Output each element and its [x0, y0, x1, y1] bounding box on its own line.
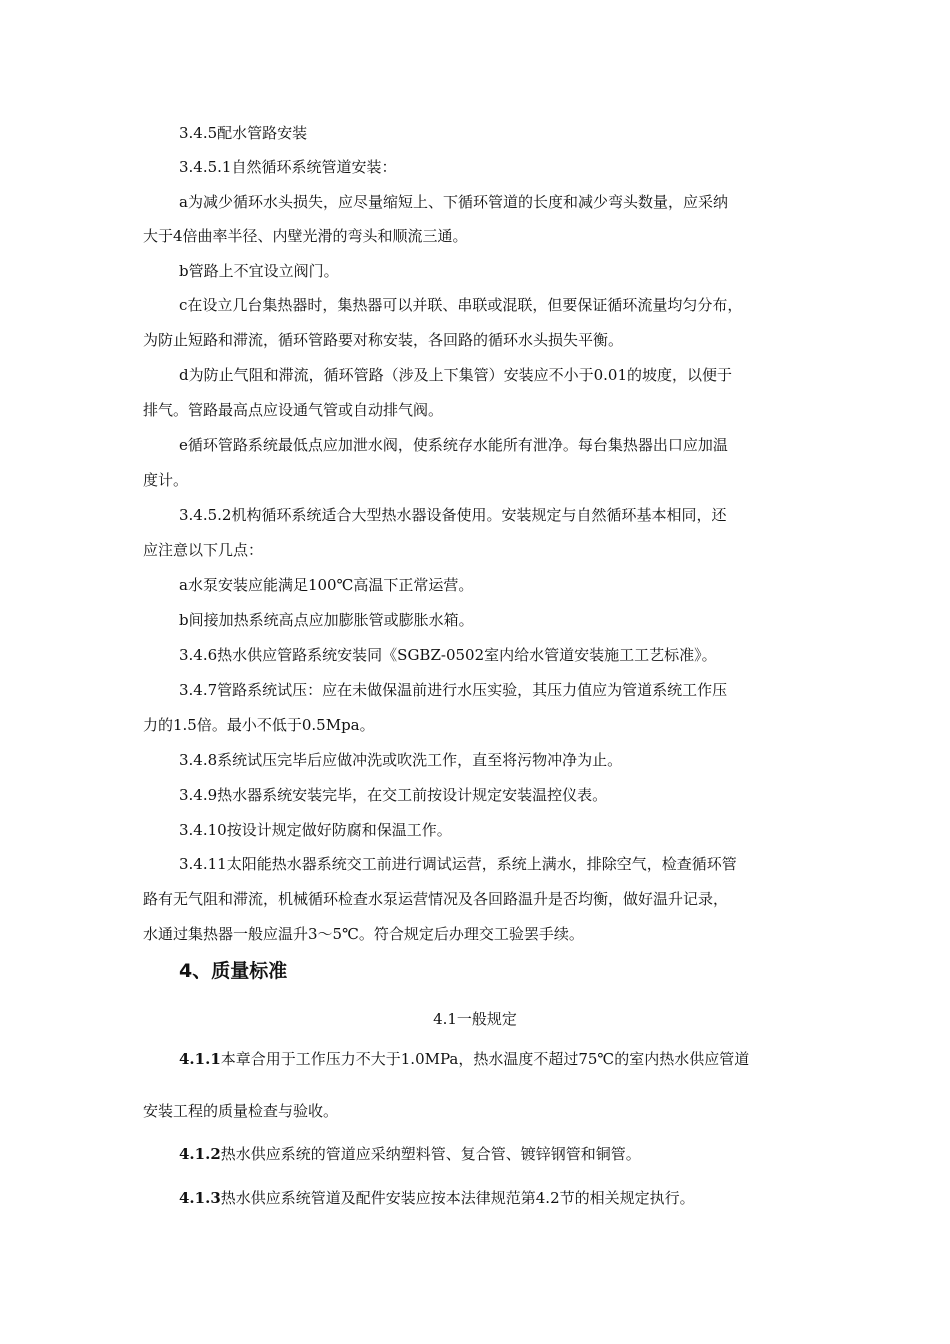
paragraph-b: b管路上不宜设立阀门。 [179, 262, 339, 280]
section-3-4-5-2-line2: 应注意以下几点： [143, 541, 264, 559]
rule-4-1-1-line1 [179, 1047, 859, 1071]
section-3-4-10: 3.4.10按设计规定做好防腐和保温工作。 [179, 821, 452, 839]
section-3-4-11-line2: 路有无气阻和滞流，机械循环检查水泵运营情况及各回路温升是否均衡，做好温升记录， [143, 890, 729, 908]
rule-4-1-1-text: 本章合用于工作压力不大于1.0MPa，热水温度不超过75℃的室内热水供应管道 [220, 1050, 750, 1068]
section-3-4-11-line1: 3.4.11太阳能热水器系统交工前进行调试运营，系统上满水，排除空气，检查循环管 [179, 855, 737, 873]
paragraph-d-line1: d为防止气阻和滞流，循环管路（涉及上下集管）安装应不小于0.01的坡度，以便于 [179, 366, 733, 384]
section-3-4-5-2-line1: 3.4.5.2机构循环系统适合大型热水器设备使用。安装规定与自然循环基本相同，还 [179, 506, 727, 524]
rule-4-1-2-text: 热水供应系统的管道应采纳塑料管、复合管、镀锌钢管和铜管。 [220, 1145, 641, 1163]
paragraph-c-line2: 为防止短路和滞流，循环管路要对称安装，各回路的循环水头损失平衡。 [143, 331, 624, 349]
paragraph-d-line2: 排气。管路最高点应设通气管或自动排气阀。 [143, 401, 444, 419]
rule-4-1-1-line2: 安装工程的质量检查与验收。 [143, 1102, 339, 1120]
section-3-4-7-line1: 3.4.7管路系统试压：应在未做保温前进行水压实验，其压力值应为管道系统工作压 [179, 681, 728, 699]
rule-4-1-3-number: 4.1.3 [179, 1189, 221, 1207]
paragraph-a-pump: a水泵安装应能满足100℃高温下正常运营。 [179, 576, 474, 594]
section-3-4-5-1-title: 3.4.5.1自然循环系统管道安装： [179, 158, 397, 176]
paragraph-c-line1: c在设立几台集热器时，集热器可以并联、串联或混联，但要保证循环流量均匀分布， [179, 296, 743, 314]
general-provisions-subtitle: 4.1一般规定 [433, 1010, 517, 1028]
paragraph-a-line1: a为减少循环水头损失，应尽量缩短上、下循环管道的长度和减少弯头数量，应采纳 [179, 193, 728, 211]
paragraph-e-line2: 度计。 [143, 471, 189, 489]
section-3-4-5-title: 3.4.5配水管路安装 [179, 124, 308, 142]
section-3-4-8: 3.4.8系统试压完毕后应做冲洗或吹洗工作，直至将污物冲净为止。 [179, 751, 623, 769]
section-3-4-7-line2: 力的1.5倍。最小不低于0.5Mpa。 [143, 716, 375, 734]
paragraph-e-line1: e循环管路系统最低点应加泄水阀，使系统存水能所有泄净。每台集热器出口应加温 [179, 436, 728, 454]
rule-4-1-1-number: 4.1.1 [179, 1050, 221, 1068]
rule-4-1-2-number: 4.1.2 [179, 1145, 221, 1163]
paragraph-a-line2: 大于4倍曲率半径、内壁光滑的弯头和顺流三通。 [143, 227, 468, 245]
paragraph-b-heating: b间接加热系统高点应加膨胀管或膨胀水箱。 [179, 611, 474, 629]
rule-4-1-3-text: 热水供应系统管道及配件安装应按本法律规范第4.2节的相关规定执行。 [220, 1189, 695, 1207]
rule-4-1-3 [179, 1186, 859, 1210]
rule-4-1-2 [179, 1142, 859, 1166]
section-3-4-6: 3.4.6热水供应管路系统安装同《SGBZ-0502室内给水管道安装施工工艺标准》。 [179, 646, 717, 664]
section-3-4-9: 3.4.9热水器系统安装完毕，在交工前按设计规定安装温控仪表。 [179, 786, 608, 804]
quality-standards-heading: 4、质量标准 [179, 960, 288, 982]
section-3-4-11-line3: 水通过集热器一般应温升3～5℃。符合规定后办理交工验罢手续。 [143, 925, 584, 943]
